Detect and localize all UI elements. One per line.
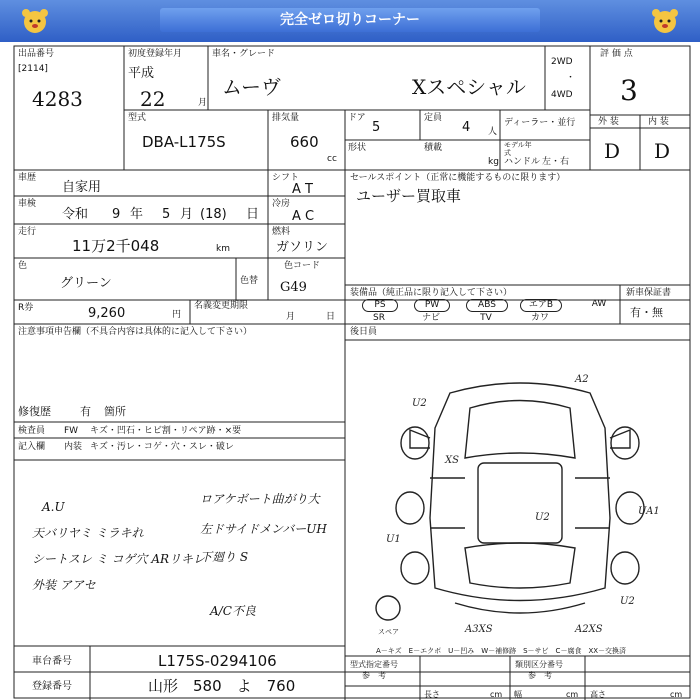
page-title: 完全ゼロ切りコーナー [160,8,540,32]
repair-label: 修復歴 [18,405,51,418]
type-num-label: 型式指定番号 [350,660,398,669]
chassis-label: 車台番号 [32,656,72,667]
equipment-tv: TV [480,313,492,323]
shift-value: A T [292,182,313,197]
shaken-era: 令和 [62,207,89,222]
mark-u2-left: U2 [412,398,427,409]
drive-2wd: 2WD [551,57,573,67]
remark-right-1: ロアケボート曲がり大 [200,492,320,506]
shift-label: シフト [272,173,300,183]
vehicle-history-value: 自家用 [62,180,102,195]
equipment-sr: SR [373,313,385,323]
displacement-label: 排気量 [272,113,300,123]
remark-right-4: A/C不良 [210,604,256,618]
remark-right-3: 下廻り S [200,550,249,564]
chassis-value: L175S-0294106 [158,652,277,670]
first-reg-label: 初度登録年月 [128,49,183,59]
dealer-label: ディーラー・並行 [504,118,576,128]
score-label: 評 価 点 [600,49,633,59]
car-damage-diagram [370,368,670,648]
model-value: DBA-L175S [142,133,226,151]
shaken-label: 車検 [18,199,37,209]
capacity-unit: 人 [488,127,498,137]
mark-u2-center: U2 [535,512,550,523]
equipment-label: 装備品（純正品に限り記入して下さい） [350,288,513,298]
inspector-row1-prefix: FW [64,426,79,436]
lot-number: 4283 [32,87,83,111]
interior-label: 内 装 [648,117,669,127]
mark-a2xs: A2XS [575,624,603,635]
drive-4wd: 4WD [551,90,573,100]
ref-label-2: 参 考 [528,671,552,680]
mark-xs-left: XS [445,455,459,466]
color-code: G49 [280,280,307,295]
mark-ua1-right: UA1 [638,506,660,517]
shaken-year: 9 [112,207,121,222]
notes-label: 注意事項申告欄（不具合内容は具体的に記入して下さい） [18,327,253,337]
sales-point-text: ユーザー買取車 [356,187,462,205]
model-year-label: モデル年式 [504,141,532,157]
name-change-month: 月 [286,312,296,322]
registration-label: 登録番号 [32,681,72,692]
exterior-label: 外 装 [598,117,619,127]
handle-label: ハンドル [504,157,541,167]
width-label: 幅 [514,690,522,699]
equipment-ps: PS [362,299,398,312]
displacement-value: 660 [290,133,319,151]
sales-point-label: セールスポイント（正常に機能するものに限ります） [350,173,566,183]
equipment-airbag: エアB [520,299,562,312]
width-unit: cm [566,690,579,699]
color-value: グリーン [60,276,112,291]
score-value: 3 [620,74,638,107]
model-label: 型式 [128,113,147,123]
interior-score: D [654,139,671,163]
aircon-value: A C [292,209,315,224]
vehicle-history-label: 車歴 [18,173,37,183]
equipment-abs: ABS [466,299,508,312]
shaken-month: 5 [162,207,171,222]
ref-label-1: 参 考 [362,671,386,680]
load-unit: kg [488,157,499,167]
capacity-value: 4 [462,120,471,135]
inspector-label-2: 記入欄 [18,442,46,452]
inspector-label-1: 検査員 [18,426,46,436]
height-label: 高さ [590,690,606,699]
remark-3: シートスレ ミ コゲ穴 ARリキレ [32,552,205,566]
door-label: ドア [348,113,366,123]
equipment-navi: ナビ [421,313,440,323]
color-label: 色 [18,261,28,271]
car-grade: Xスペシャル [412,75,526,99]
inspector-row2: キズ・汚レ・コゲ・穴・スレ・破レ [90,442,234,452]
inspector-row2-prefix: 内装 [64,442,83,452]
lot-sub: [2114] [18,64,48,74]
mark-a2-top: A2 [575,374,589,385]
inspector-row1: キズ・凹石・ヒビ割・リペア跡・×要 [90,426,242,436]
load-label: 積載 [424,143,443,153]
class-num-label: 類別区分番号 [515,660,563,669]
mileage-value: 11万2千048 [72,237,160,255]
exterior-score: D [604,139,621,163]
registration-value: 山形 580 よ 760 [148,677,296,695]
recycle-label: R券 [18,303,34,313]
length-label: 長さ [424,690,440,699]
damage-legend: A－キズ E－エクボ U－凹み W－補修跡 S－サビ C－腐食 XX－交換済 [376,647,627,655]
shaken-year-unit: 年 [130,207,144,222]
name-change-label: 名義変更期限 [194,301,249,311]
name-change-day: 日 [326,312,336,322]
capacity-label: 定員 [424,113,443,123]
first-reg-era: 平成 [128,66,155,81]
displacement-unit: cc [327,154,337,164]
mark-u1-left: U1 [386,534,401,545]
length-unit: cm [490,690,503,699]
mileage-label: 走行 [18,227,37,237]
height-unit: cm [670,690,683,699]
remark-1: A.U [42,500,65,514]
shaken-month-unit: 月 [180,207,194,222]
mark-u2-bottom: U2 [620,596,635,607]
recycle-unit: 円 [172,310,182,320]
first-reg-year: 22 [140,87,166,111]
remark-2: 天バリヤミ ミラキれ [32,526,144,540]
handle-value: 左・右 [542,157,570,167]
mileage-unit: km [216,244,230,254]
aircon-label: 冷房 [272,199,291,209]
rear-seat-label: 後日員 [350,327,378,337]
remark-4: 外装 アアセ [32,578,96,592]
color-code-label: 色コード [284,261,321,271]
repair-unit: 箇所 [104,405,126,418]
door-value: 5 [372,120,381,135]
warranty-value: 有・無 [630,306,663,319]
color-change-label: 色替 [240,276,259,286]
shaken-day: (18) [200,207,227,222]
equipment-aw: AW [591,299,607,309]
fuel-value: ガソリン [276,240,329,255]
recycle-value: 9,260 [88,306,126,321]
fuel-label: 燃料 [272,227,291,237]
spare-label: スペア [378,628,399,636]
first-reg-month-unit: 月 [198,98,208,108]
equipment-pw: PW [414,299,450,312]
lot-label: 出品番号 [18,49,55,59]
remark-right-2: 左ドサイドメンバーUH [200,522,327,536]
shaken-day-unit: 日 [246,207,260,222]
equipment-leather: カワ [530,313,549,323]
warranty-label: 新車保証書 [626,288,672,298]
repair-value: 有 [80,405,91,418]
shape-label: 形状 [348,143,367,153]
mark-a3xs: A3XS [465,624,493,635]
car-name: ムーヴ [222,75,281,99]
drive-dot: ・ [566,73,576,83]
car-name-label: 車名・グレード [212,49,276,59]
